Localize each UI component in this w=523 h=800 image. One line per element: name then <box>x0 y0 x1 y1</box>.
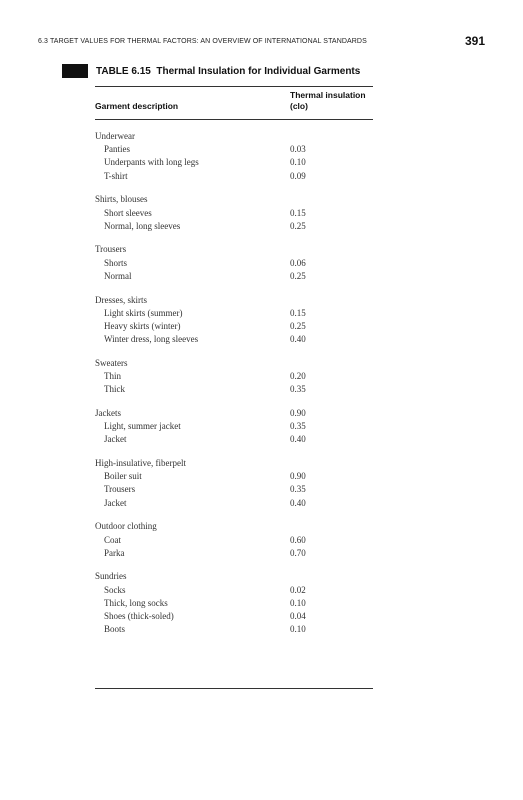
insulation-value: 0.02 <box>290 584 306 595</box>
insulation-value: 0.40 <box>290 334 306 345</box>
garment-description: Shorts <box>104 257 128 268</box>
table-row <box>0 548 523 562</box>
table-row <box>0 271 523 285</box>
insulation-value: 0.15 <box>290 207 306 218</box>
garment-description: Coat <box>104 534 121 545</box>
insulation-value: 0.15 <box>290 307 306 318</box>
group-name: Jackets <box>95 407 121 418</box>
table-row <box>0 208 523 222</box>
garment-description: Socks <box>104 584 126 595</box>
table-row <box>0 611 523 625</box>
table-group-row <box>0 194 523 208</box>
table-row <box>0 535 523 549</box>
garment-description: Boots <box>104 624 126 635</box>
insulation-value: 0.10 <box>290 624 306 635</box>
table-row <box>0 421 523 435</box>
insulation-value: 0.35 <box>290 384 306 395</box>
insulation-value: 0.70 <box>290 547 306 558</box>
table-row <box>0 321 523 335</box>
group-name: Outdoor clothing <box>95 521 157 532</box>
garment-description: Thick <box>104 384 125 395</box>
table-row <box>0 498 523 512</box>
group-name: Trousers <box>95 244 127 255</box>
table-caption <box>62 63 372 79</box>
page-number: 391 <box>464 34 485 48</box>
table-group-row <box>0 131 523 145</box>
table-row <box>0 624 523 638</box>
garment-description: Thin <box>104 371 121 381</box>
column-header-description: Garment description <box>95 101 179 111</box>
table-group-row <box>0 295 523 309</box>
insulation-value: 0.09 <box>290 170 306 181</box>
table-number: TABLE 6.15 <box>96 65 151 77</box>
garment-description: Light, summer jacket <box>104 421 181 432</box>
garment-description: Underpants with long legs <box>104 157 199 168</box>
insulation-value: 0.40 <box>290 497 306 508</box>
group-name: Underwear <box>95 131 135 141</box>
table-row <box>0 334 523 348</box>
group-value: 0.90 <box>290 407 306 418</box>
garment-description: T-shirt <box>104 170 128 181</box>
garment-description: Trousers <box>104 484 136 495</box>
insulation-value: 0.25 <box>290 320 306 331</box>
table-row <box>0 484 523 498</box>
insulation-value: 0.10 <box>290 597 306 608</box>
insulation-value: 0.04 <box>290 611 306 621</box>
column-header-value-line2: (clo) <box>290 101 308 111</box>
garment-description: Jacket <box>104 434 127 445</box>
group-name: Shirts, blouses <box>95 194 148 205</box>
garment-description: Normal <box>104 270 132 281</box>
insulation-value: 0.40 <box>290 434 306 445</box>
garment-description: Jacket <box>104 497 127 508</box>
table-row <box>0 221 523 235</box>
column-header-value <box>290 90 380 112</box>
insulation-value: 0.35 <box>290 484 306 495</box>
group-name: High-insulative, fiberpelt <box>95 458 186 468</box>
garment-description: Parka <box>104 547 125 558</box>
group-name: Sundries <box>95 571 127 582</box>
table-label-row <box>62 63 372 79</box>
table-row <box>0 258 523 272</box>
table-header-rule <box>95 119 373 120</box>
table-row <box>0 308 523 322</box>
table-group-row <box>0 458 523 472</box>
table-row <box>0 585 523 599</box>
table-group-row <box>0 521 523 535</box>
table-marker-bar <box>62 64 88 78</box>
table-row <box>0 434 523 448</box>
garment-description: Boiler suit <box>104 471 142 482</box>
insulation-value: 0.25 <box>290 270 306 281</box>
table-group-row <box>0 244 523 258</box>
table-group-row <box>0 571 523 585</box>
table-row <box>0 598 523 612</box>
garment-description: Heavy skirts (winter) <box>104 320 181 331</box>
insulation-value: 0.20 <box>290 371 306 381</box>
garment-description: Panties <box>104 144 130 155</box>
insulation-value: 0.90 <box>290 471 306 482</box>
table-top-rule <box>95 86 373 87</box>
table-group-row <box>0 358 523 372</box>
table-row <box>0 371 523 385</box>
insulation-value: 0.10 <box>290 157 306 168</box>
table-row <box>0 171 523 185</box>
table-row <box>0 157 523 171</box>
group-name: Dresses, skirts <box>95 294 147 305</box>
table-row <box>0 144 523 158</box>
garment-description: Light skirts (summer) <box>104 307 183 318</box>
table-row <box>0 471 523 485</box>
garment-description: Normal, long sleeves <box>104 220 181 231</box>
table-group-row <box>0 408 523 422</box>
table-bottom-rule <box>95 688 373 689</box>
insulation-value: 0.35 <box>290 421 306 432</box>
insulation-value: 0.60 <box>290 534 306 545</box>
insulation-value: 0.06 <box>290 257 306 268</box>
garment-description: Short sleeves <box>104 207 152 218</box>
garment-description: Shoes (thick-soled) <box>104 611 174 621</box>
running-head: 6.3 TARGET VALUES FOR THERMAL FACTORS: AN OVERVIEW OF INTERNATIONAL STANDARDS <box>38 38 367 45</box>
garment-description: Thick, long socks <box>104 597 168 608</box>
column-header-value-line1: Thermal insulation <box>290 90 366 100</box>
table-row <box>0 384 523 398</box>
insulation-value: 0.03 <box>290 144 306 155</box>
insulation-value: 0.25 <box>290 220 306 231</box>
table-title: Thermal Insulation for Individual Garments <box>156 65 361 77</box>
garment-description: Winter dress, long sleeves <box>104 334 199 345</box>
group-name: Sweaters <box>95 357 128 368</box>
